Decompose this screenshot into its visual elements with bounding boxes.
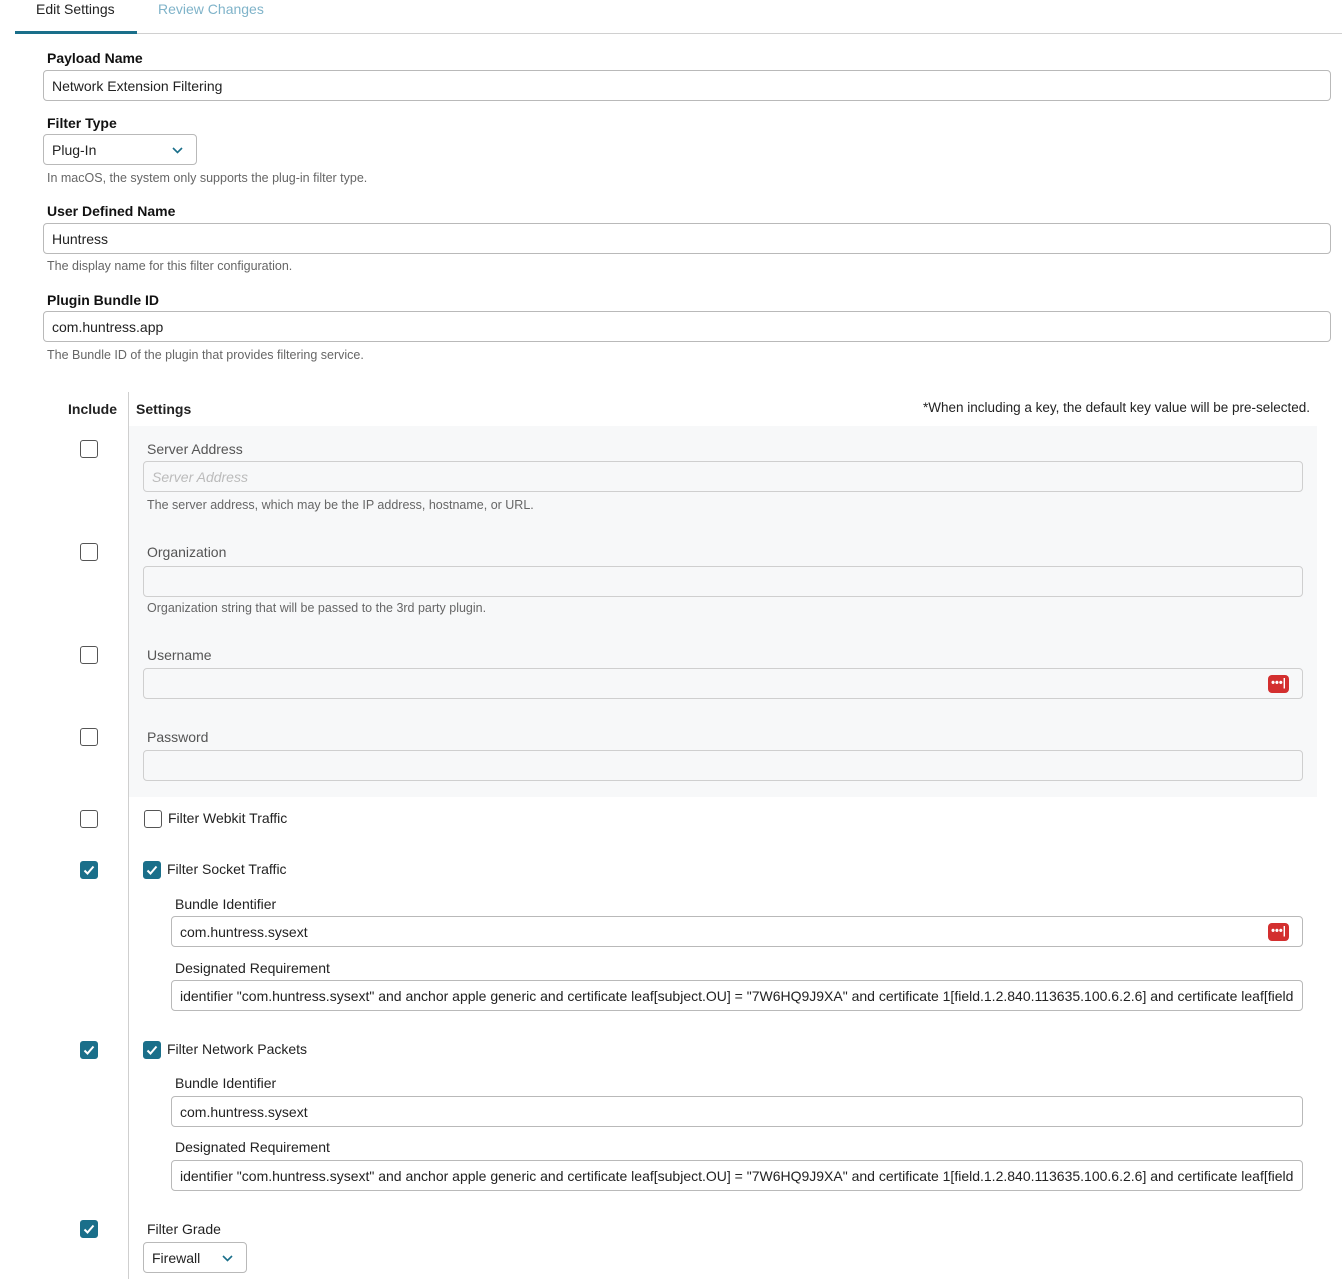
plugin-bundle-id-label: Plugin Bundle ID	[47, 292, 159, 308]
organization-input[interactable]	[143, 566, 1303, 597]
checkmark-icon	[146, 864, 158, 876]
settings-column-header: Settings	[136, 401, 192, 417]
password-manager-icon[interactable]: •••|	[1268, 923, 1289, 941]
packets-bundle-identifier-input[interactable]	[171, 1096, 1303, 1127]
tab-edit-settings[interactable]: Edit Settings	[36, 1, 115, 17]
organization-label: Organization	[147, 544, 227, 560]
tab-review-changes[interactable]: Review Changes	[158, 1, 264, 17]
chevron-down-icon	[171, 144, 184, 157]
user-defined-name-help: The display name for this filter configuration.	[47, 259, 293, 273]
packets-designated-requirement-input[interactable]	[171, 1160, 1303, 1191]
payload-name-label: Payload Name	[47, 50, 143, 66]
password-manager-icon[interactable]: •••|	[1268, 675, 1289, 693]
password-input[interactable]	[143, 750, 1303, 781]
filter-webkit-label: Filter Webkit Traffic	[168, 810, 288, 826]
server-address-input[interactable]	[143, 461, 1303, 492]
filter-socket-checkbox[interactable]	[143, 861, 161, 879]
include-password-checkbox[interactable]	[80, 728, 98, 746]
socket-bundle-identifier-input[interactable]	[171, 916, 1303, 947]
username-input[interactable]	[143, 668, 1303, 699]
packets-designated-requirement-label: Designated Requirement	[175, 1139, 330, 1155]
filter-webkit-checkbox[interactable]	[144, 810, 162, 828]
include-filter-packets-checkbox[interactable]	[80, 1041, 98, 1059]
server-address-help: The server address, which may be the IP address, hostname, or URL.	[147, 498, 534, 512]
organization-help: Organization string that will be passed to the 3rd party plugin.	[147, 601, 487, 615]
filter-type-help: In macOS, the system only supports the plug-in filter type.	[47, 171, 368, 185]
socket-designated-requirement-label: Designated Requirement	[175, 960, 330, 976]
user-defined-name-label: User Defined Name	[47, 203, 176, 219]
filter-packets-checkbox[interactable]	[143, 1041, 161, 1059]
filter-grade-value: Firewall	[152, 1250, 201, 1266]
default-key-note: *When including a key, the default key value will be pre-selected.	[923, 400, 1310, 415]
include-organization-checkbox[interactable]	[80, 543, 98, 561]
filter-packets-label: Filter Network Packets	[167, 1041, 308, 1057]
checkmark-icon	[146, 1044, 158, 1056]
chevron-down-icon	[221, 1252, 234, 1265]
include-filter-webkit-checkbox[interactable]	[80, 810, 98, 828]
filter-type-select[interactable]	[43, 134, 197, 165]
plugin-bundle-id-input[interactable]	[43, 311, 1331, 342]
socket-designated-requirement-input[interactable]	[171, 980, 1303, 1011]
include-server-address-checkbox[interactable]	[80, 440, 98, 458]
payload-name-input[interactable]	[43, 70, 1331, 101]
filter-grade-label: Filter Grade	[147, 1221, 221, 1237]
checkmark-icon	[83, 864, 95, 876]
filter-type-label: Filter Type	[47, 115, 117, 131]
username-label: Username	[147, 647, 212, 663]
filter-type-value: Plug-In	[52, 142, 97, 158]
user-defined-name-input[interactable]	[43, 223, 1331, 254]
tab-bar	[15, 0, 1342, 34]
checkmark-icon	[83, 1044, 95, 1056]
packets-bundle-identifier-label: Bundle Identifier	[175, 1075, 277, 1091]
include-column-header: Include	[68, 401, 118, 417]
checkmark-icon	[83, 1223, 95, 1235]
active-tab-indicator	[15, 31, 137, 34]
include-username-checkbox[interactable]	[80, 646, 98, 664]
include-filter-socket-checkbox[interactable]	[80, 861, 98, 879]
socket-bundle-identifier-label: Bundle Identifier	[175, 896, 277, 912]
filter-socket-label: Filter Socket Traffic	[167, 861, 287, 877]
server-address-label: Server Address	[147, 441, 243, 457]
filter-grade-select[interactable]	[143, 1242, 247, 1273]
password-label: Password	[147, 729, 209, 745]
include-filter-grade-checkbox[interactable]	[80, 1220, 98, 1238]
plugin-bundle-id-help: The Bundle ID of the plugin that provides filtering service.	[47, 348, 364, 362]
